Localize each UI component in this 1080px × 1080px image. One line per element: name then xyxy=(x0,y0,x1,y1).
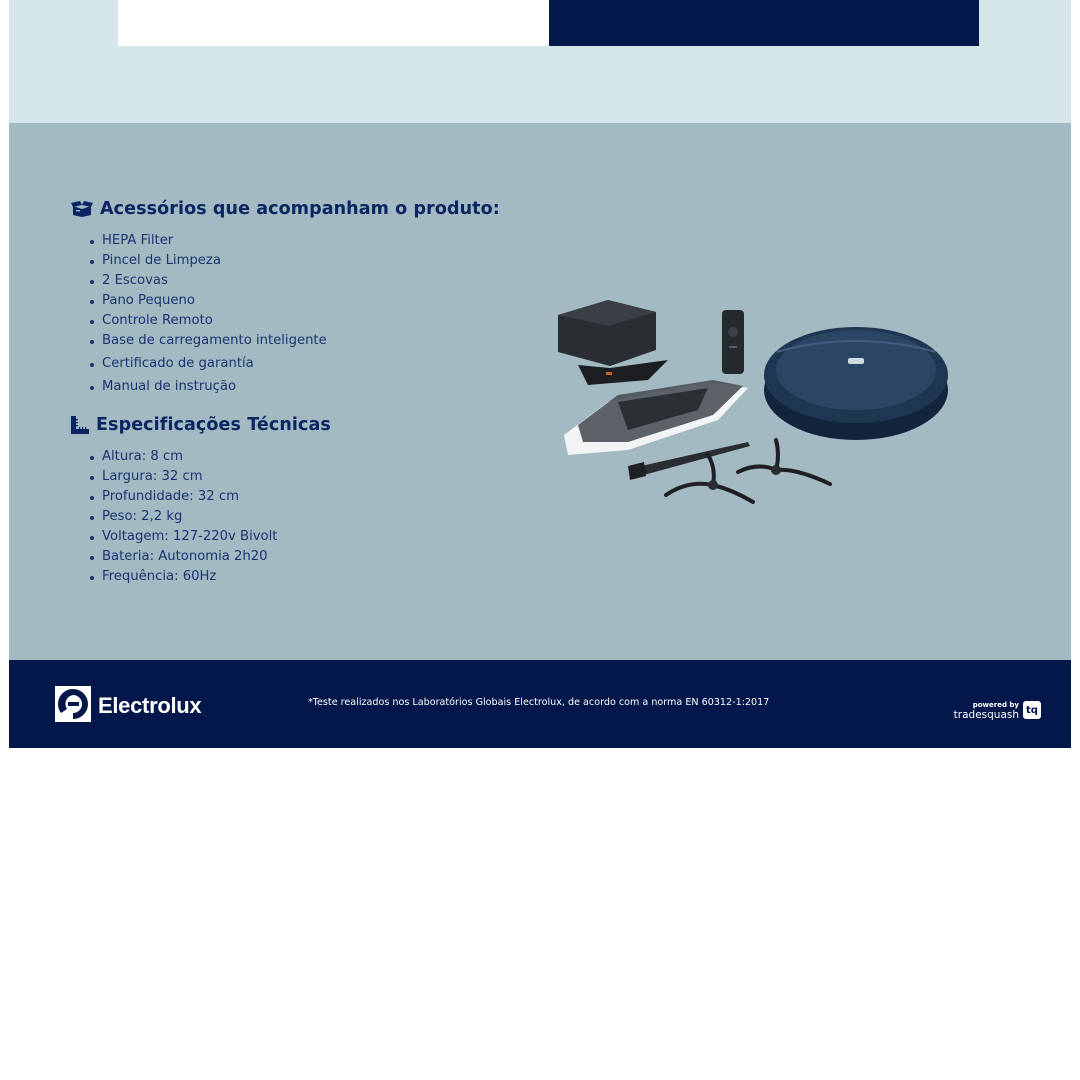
list-item: Pincel de Limpeza xyxy=(88,251,327,271)
ruler-corner-icon xyxy=(71,416,89,434)
tradesquash-name: tradesquash xyxy=(953,709,1019,721)
list-item: Pano Pequeno xyxy=(88,291,327,311)
list-item: Base de carregamento inteligente xyxy=(88,331,327,351)
top-navy-block xyxy=(549,0,979,46)
accessories-list xyxy=(88,231,327,397)
electrolux-logo-icon xyxy=(55,686,91,726)
top-banner xyxy=(9,0,1071,123)
list-item: Peso: 2,2 kg xyxy=(88,507,277,527)
list-item: Voltagem: 127-220v Bivolt xyxy=(88,527,277,547)
accessories-heading-text: Acessórios que acompanham o produto: xyxy=(100,199,500,219)
top-white-block xyxy=(118,0,549,46)
list-item: Profundidade: 32 cm xyxy=(88,487,277,507)
specs-heading-text: Especificações Técnicas xyxy=(96,415,331,435)
electrolux-brand xyxy=(55,686,201,726)
tq-logo-icon: tq xyxy=(1023,701,1041,719)
list-item: Manual de instrução xyxy=(88,377,327,397)
list-item: Altura: 8 cm xyxy=(88,447,277,467)
list-item: Bateria: Autonomia 2h20 xyxy=(88,547,277,567)
powered-by-tradesquash xyxy=(954,700,1041,720)
list-item: Controle Remoto xyxy=(88,311,327,331)
test-disclaimer: *Teste realizados nos Laboratórios Globais Electrolux, de acordo com a norma EN 60312-1:2017 xyxy=(308,697,770,708)
list-item: HEPA Filter xyxy=(88,231,327,251)
accessories-heading xyxy=(71,199,500,219)
list-item: Largura: 32 cm xyxy=(88,467,277,487)
footer-bar xyxy=(9,660,1071,748)
open-box-icon xyxy=(71,201,93,217)
list-item: Certificado de garantía xyxy=(88,354,327,374)
robot-vacuum-accessories-image xyxy=(548,290,958,510)
list-item: Frequência: 60Hz xyxy=(88,567,277,587)
list-item: 2 Escovas xyxy=(88,271,327,291)
specs-list xyxy=(88,447,277,587)
brand-name: Electrolux xyxy=(98,693,202,718)
powered-by-label: powered by xyxy=(972,701,1019,709)
specs-heading xyxy=(71,415,331,435)
